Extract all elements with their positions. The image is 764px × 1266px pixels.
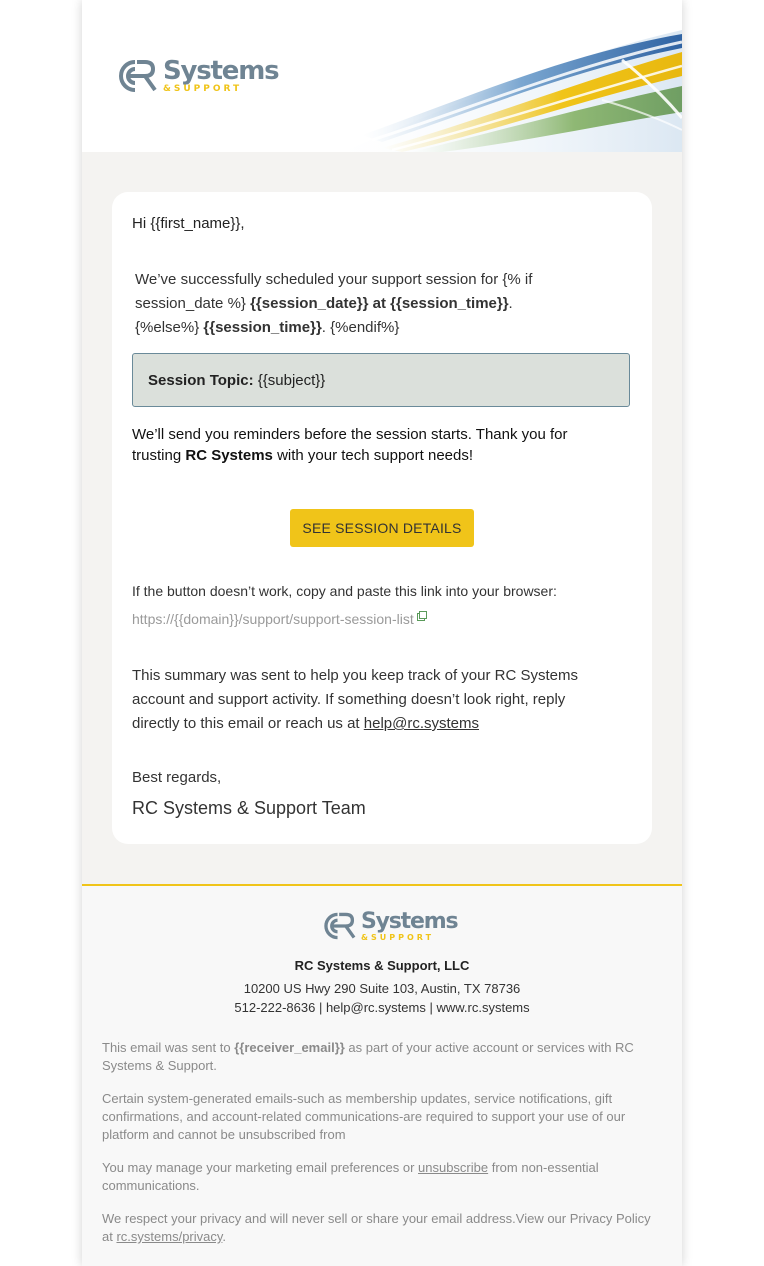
footer-logo-subwordmark: &SUPPORT — [361, 932, 435, 942]
required-emails-notice: Certain system-generated emails-such as membership updates, service notifications, gift confirmations, and account-related communications-are required to support your use of our platform and cannot be unsubscribed from — [102, 1091, 626, 1142]
intro-text-1: We’ve successfully scheduled your support session for {% if session_date %} — [135, 271, 533, 312]
company-phone: 512-222-8636 — [234, 1000, 316, 1015]
session-list-link[interactable] — [132, 611, 428, 627]
sign-off: Best regards, — [132, 769, 222, 786]
message-card — [112, 192, 652, 844]
privacy-notice — [102, 1210, 662, 1246]
intro-bold-time: {{session_time}} — [203, 319, 322, 336]
summary-paragraph — [132, 664, 602, 736]
recipient-email: {{receiver_email}} — [234, 1040, 345, 1055]
team-signature: RC Systems & Support Team — [132, 798, 366, 818]
see-session-details-button[interactable]: SEE SESSION DETAILS — [290, 509, 474, 547]
footer-logo-wordmark: Systems — [361, 908, 458, 934]
intro-text-3: . {%endif%} — [321, 319, 400, 336]
fallback-instructions: If the button doesn’t work, copy and paste this link into your browser: — [132, 583, 557, 599]
company-address: 10200 US Hwy 290 Suite 103, Austin, TX 78736 — [243, 981, 521, 996]
company-website: www.rc.systems — [436, 1000, 530, 1015]
reminder-text-1: We’ll send you reminders before the session starts. Thank you for trusting — [132, 426, 568, 464]
recipient-notice-text-2: as part of your active account or services with RC Systems & Support. — [102, 1040, 634, 1073]
summary-text: This summary was sent to help you keep track of your RC Systems account and support activity. If something doesn’t look right, reply directly to this email or reach us at — [132, 667, 578, 732]
logo-wordmark: Systems — [163, 56, 279, 86]
preferences-text-1: You may manage your marketing email preferences or — [102, 1160, 419, 1175]
recipient-notice-text-1: This email was sent to — [102, 1040, 235, 1055]
email-page — [82, 0, 682, 1266]
header-logo[interactable] — [115, 57, 278, 95]
company-email: help@rc.systems — [325, 1000, 426, 1015]
contact-separator: | — [425, 1000, 437, 1015]
reminder-paragraph — [132, 424, 602, 466]
session-topic-box — [132, 353, 630, 407]
logo-subwordmark: &SUPPORT — [163, 84, 243, 94]
session-list-link-text: https://{{domain}}/support/support-session-list — [132, 611, 414, 627]
session-topic-value: {{subject}} — [253, 372, 326, 389]
intro-paragraph — [135, 268, 575, 340]
recipient-notice — [102, 1039, 662, 1075]
rc-logo-icon — [115, 57, 161, 95]
session-topic — [148, 372, 325, 389]
session-topic-label: Session Topic: — [148, 372, 254, 389]
privacy-text-1: We respect your privacy and will never sell or share your email address.View our Privacy Policy at — [102, 1211, 651, 1244]
company-contact — [82, 1000, 682, 1015]
intro-bold-date: {{session_date}} at {{session_time}} — [250, 295, 509, 312]
greeting: Hi {{first_name}}, — [132, 215, 245, 232]
external-link-icon — [416, 610, 428, 622]
preferences-text-2: from non-essential communications. — [102, 1160, 599, 1193]
help-email-link[interactable]: help@rc.systems — [363, 715, 480, 732]
email-header — [82, 0, 682, 152]
contact-separator: | — [315, 1000, 326, 1015]
reminder-bold: RC Systems — [185, 447, 273, 464]
privacy-policy-link[interactable]: rc.systems/privacy — [116, 1229, 223, 1244]
reminder-text-2: with your tech support needs! — [272, 447, 474, 464]
footer-logo[interactable] — [321, 910, 457, 942]
intro-text-2: . {%else%} — [135, 295, 513, 336]
unsubscribe-link[interactable]: unsubscribe — [418, 1160, 489, 1175]
rc-logo-icon — [321, 910, 359, 942]
email-footer — [82, 884, 682, 1266]
company-name: RC Systems & Support, LLC — [294, 958, 470, 973]
privacy-text-2: . — [222, 1229, 227, 1244]
preferences-notice — [102, 1159, 662, 1195]
